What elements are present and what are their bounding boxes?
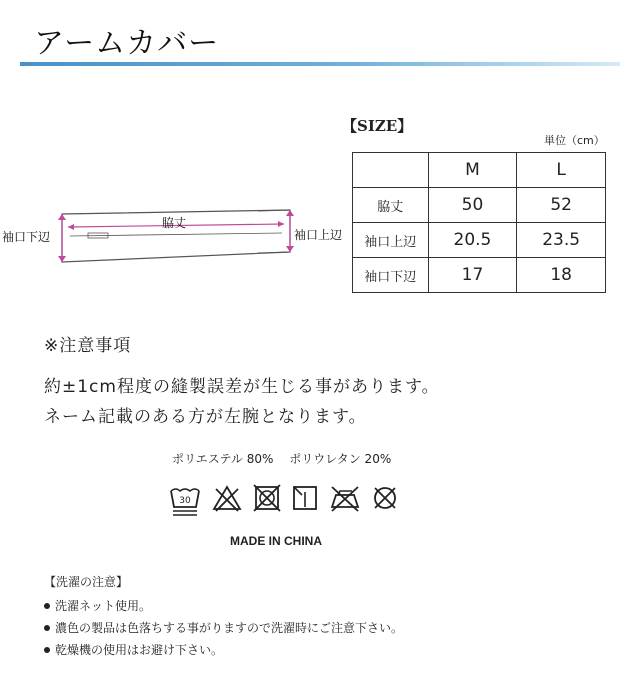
material-composition: ポリエステル 80% ポリウレタン 20% <box>172 452 392 466</box>
size-table <box>352 152 606 293</box>
washing-item <box>44 619 403 636</box>
diagram-label-cuff-bottom: 袖口下辺 <box>2 230 51 244</box>
table-row <box>353 223 606 258</box>
table-header-cell <box>353 153 429 188</box>
row-label: 脇丈 <box>353 188 429 223</box>
diagram-label-cuff-top: 袖口上辺 <box>294 228 343 242</box>
notes-heading: ※注意事項 <box>44 336 132 356</box>
size-heading: 【SIZE】 <box>342 117 413 135</box>
table-header-cell: M <box>428 153 517 188</box>
made-in-label: MADE IN CHINA <box>230 534 322 548</box>
table-cell: 52 <box>517 188 606 223</box>
note-line: ネーム記載のある方が左腕となります。 <box>44 407 367 427</box>
no-bleach-icon <box>212 483 242 513</box>
washing-heading: 【洗濯の注意】 <box>44 575 129 589</box>
table-header-cell: L <box>517 153 606 188</box>
bullet-icon <box>44 647 50 653</box>
wash-30-icon <box>168 483 202 517</box>
washing-item <box>44 597 151 614</box>
bullet-icon <box>44 603 50 609</box>
row-label: 袖口上辺 <box>353 223 429 258</box>
title-underline <box>20 62 620 66</box>
care-icons <box>168 483 398 519</box>
line-dry-shade-icon <box>290 483 320 513</box>
washing-item-text: 乾燥機の使用はお避け下さい。 <box>55 643 224 657</box>
bullet-icon <box>44 625 50 631</box>
arm-cover-diagram <box>0 200 350 270</box>
table-cell: 20.5 <box>428 223 517 258</box>
no-tumble-dry-icon <box>252 483 282 513</box>
table-row <box>353 188 606 223</box>
table-cell: 17 <box>428 258 517 293</box>
table-row <box>353 258 606 293</box>
washing-item-text: 濃色の製品は色落ちする事がりますので洗濯時にご注意下さい。 <box>55 621 404 635</box>
washing-item <box>44 641 223 658</box>
row-label: 袖口下辺 <box>353 258 429 293</box>
washing-item-text: 洗濯ネット使用。 <box>55 599 152 613</box>
size-unit: 単位（cm） <box>544 134 605 147</box>
diagram-label-side-length: 脇丈 <box>162 216 187 230</box>
table-cell: 23.5 <box>517 223 606 258</box>
no-iron-icon <box>328 483 362 513</box>
page-title: アームカバー <box>34 26 220 61</box>
table-header-row <box>353 153 606 188</box>
table-cell: 50 <box>428 188 517 223</box>
wash-temp-label: 30 <box>179 496 191 506</box>
no-dry-clean-icon <box>370 483 400 513</box>
note-line: 約±1cm程度の縫製誤差が生じる事があります。 <box>44 377 440 397</box>
table-cell: 18 <box>517 258 606 293</box>
